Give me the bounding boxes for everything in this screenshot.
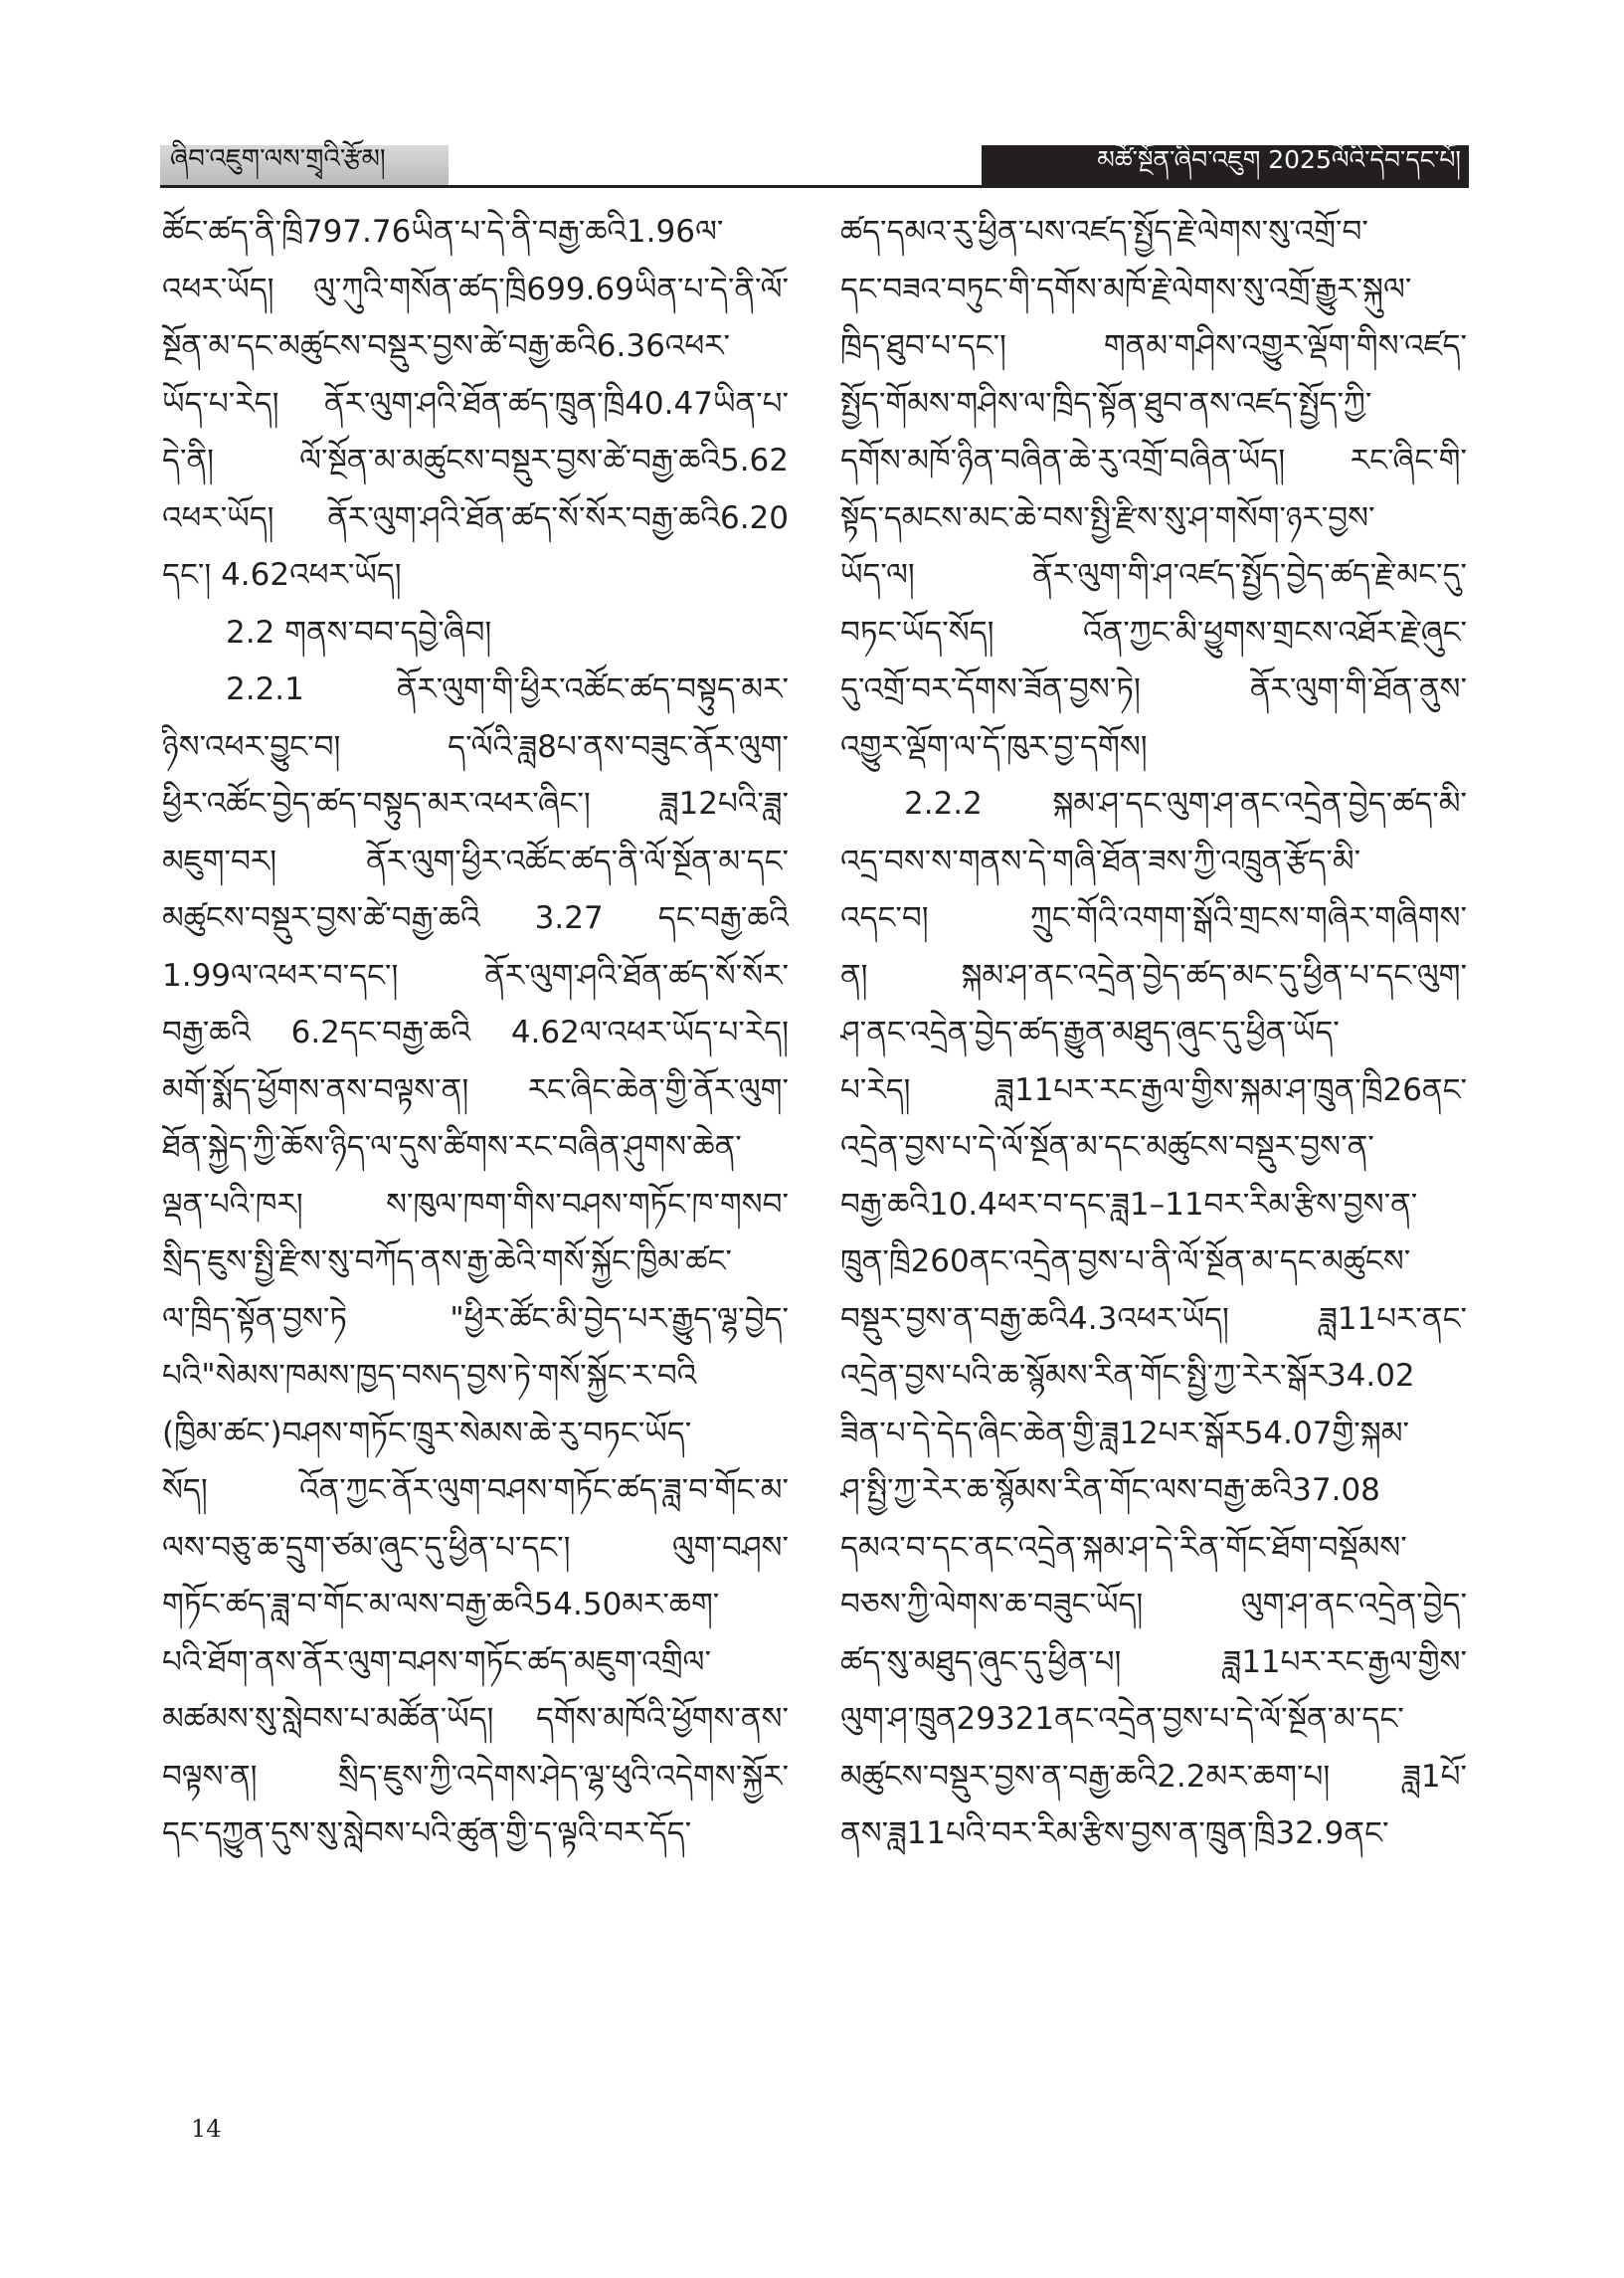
text-line: ཐོན་སྐྱེད་ཀྱི་ཆོས་ཉིད་ལ་དུས་ཚིགས་རང་བཞིན་ཤུགས་ཆེན་: [162, 1129, 742, 1165]
text-line: མཚུངས་བསྡུར་བྱས་ཚེ་བརྒྱ་ཆའི 3.27 དང་བརྒྱ་ཆའི: [162, 900, 789, 936]
text-line: ལ་ཁྲིད་སྟོན་བྱས་ཏེ "ཕྱིར་ཚོང་མི་བྱེད་པར་རྒྱུད་ལྷ་བྱེད་: [162, 1300, 789, 1337]
text-line: དེ་ནི། ལོ་སྔོན་མ་མཚུངས་བསྡུར་བྱས་ཚེ་བརྒྱ་ཆའི5.62: [162, 443, 789, 478]
text-line: ཉིས་འཕར་བྱུང་བ། ད་ལོའི་ཟླ8པ་ནས་བཟུང་ནོར་ལུག་: [162, 728, 789, 765]
text-line: གཏོང་ཚད་ཟླ་བ་གོང་མ་ལས་བརྒྱ་ཆའི54.50མར་ཆག་: [162, 1587, 720, 1622]
text-line: བཏང་ཡོད་སོད། འོན་ཀྱང་མི་ཕྱུགས་གྲངས་འཐོར་རྗེ་ཞུང་: [840, 614, 1467, 651]
text-line: སྟོད་དམངས་མང་ཆེ་བས་སྤྱི་རྫིས་སུ་ཤ་གསོག་ཉར་བྱས་: [840, 499, 1375, 536]
text-line: ལྡན་པའི་ཁར། ས་ཁུལ་ཁག་གིས་བཤས་གཏོང་ཁ་གསབ་: [162, 1186, 789, 1223]
text-line: ཡོད་པ་རེད། ནོར་ལུག་ཤའི་ཐོན་ཚད་ཁྲུན་ཁྲི40.47ཡིན་པ་: [162, 385, 789, 422]
text-line: ལུག་ཤ་ཁྲུན29321ནང་འདྲེན་བྱས་པ་དེ་ལོ་སྔོན་མ་དང་: [840, 1701, 1404, 1737]
text-line: འདྲེན་བྱས་པ་དེ་ལོ་སྔོན་མ་དང་མཚུངས་བསྡུར་བྱས་ན་: [840, 1129, 1374, 1165]
text-line: མཚུངས་བསྡུར་བྱས་ན་བརྒྱ་ཆའི2.2མར་ཆག་པ། ཟླ1པོ་: [840, 1758, 1467, 1795]
text-line: བལྟས་ན། སྲིད་ཇུས་ཀྱི་འདེགས་ཤེད་ལྷ་ཕུའི་འདེགས་སྐྱོར་: [162, 1758, 789, 1795]
text-line: སོད། འོན་ཀྱང་ནོར་ལུག་བཤས་གཏོང་ཚད་ཟླ་བ་གོང་མ་: [162, 1472, 789, 1508]
text-line: མགོ་སྨོད་ཕྱོགས་ནས་བལྟས་ན། རང་ཞིང་ཆེན་གྱི་ནོར་ལུག་: [162, 1071, 789, 1108]
text-line: པ་རེད། ཟླ11པར་རང་རྒྱལ་གྱིས་སྐམ་ཤ་ཁྲུན་ཁྲི26ནང་: [840, 1071, 1467, 1108]
text-line: དུ་འགྲོ་བར་དོགས་ཟོན་བྱས་ཏེ། ནོར་ལུག་གི་ཐོན་ནུས་: [840, 671, 1467, 707]
journal-issue-title: མཚོ་སྔོན་ཞིབ་འཇུག 2025ལོའི་དེབ་དང་པོ།: [982, 145, 1469, 187]
text-line: བརྒྱ་ཆའི10.4ཕར་བ་དང་ཟླ1–11བར་རིམ་རྩིས་བྱས་ན་: [840, 1186, 1418, 1223]
text-line: འདྲ་བས་ས་གནས་དེ་གཞི་ཐོན་ཟས་ཀྱི་འཁྲུན་རྩོད་མི་: [840, 843, 1361, 879]
page-number: 14: [191, 2115, 222, 2143]
text-line: ཁྲུན་ཁྲི260ནང་འདྲེན་བྱས་པ་ནི་ལོ་སྔོན་མ་དང་མཚུངས་: [840, 1243, 1411, 1279]
text-line: པའི་ཐོག་ནས་ནོར་ལུག་བཤས་གཏོང་ཚད་མཇུག་འགྲིལ་: [162, 1643, 711, 1680]
text-line: ཚད་དམའ་རུ་ཕྱིན་པས་འཛད་སྤྱོད་རྗེ་ལེགས་སུ་འགྲོ་བ་: [840, 214, 1368, 250]
text-line: 1.99ལ་འཕར་བ་དང་། ནོར་ལུག་ཤའི་ཐོན་ཚད་སོ་སོར་: [162, 957, 789, 994]
text-line: ཤ་ནང་འདྲེན་བྱེད་ཚད་རྒྱུན་མཐུད་ཞུང་དུ་ཕྱིན་ཡོད་: [840, 1015, 1340, 1050]
text-line: ཚད་སུ་མཐུད་ཞུང་དུ་ཕྱིན་པ། ཟླ11པར་རང་རྒྱལ་གྱིས་: [840, 1643, 1467, 1680]
text-line: བཅས་ཀྱི་ལེགས་ཆ་བཟུང་ཡོད། ལུག་ཤ་ནང་འདྲེན་བྱེད་: [840, 1587, 1467, 1622]
text-line: ནས་ཟླ11པའི་བར་རིམ་རྩིས་བྱས་ན་ཁྲུན་ཁྲི32.9ནང་: [840, 1815, 1389, 1851]
text-line: ན། སྐམ་ཤ་ནང་འདྲེན་བྱེད་ཚད་མང་དུ་ཕྱིན་པ་དང་ལུག་: [840, 957, 1467, 994]
text-line: འདྲེན་བྱས་པའི་ཆ་སྙོམས་རིན་གོང་སྤྱི་ཀྱ་རེར་སྒོར34.02: [840, 1358, 1415, 1394]
text-line: བརྒྱ་ཆའི 6.2དང་བརྒྱ་ཆའི 4.62ལ་འཕར་ཡོད་པ་རེད།: [162, 1015, 789, 1050]
text-line: དང་བཟའ་བཏུང་གི་དགོས་མཁོ་རྗེ་ལེགས་སུ་འགྲོ་རྒྱུར་སྐུལ་: [840, 271, 1412, 307]
text-line: སྲིད་ཇུས་སྤྱི་རྫིས་སུ་བཀོད་ནས་རྒྱ་ཆེའི་གསོ་སྐྱོང་ཁྱིམ་ཚང་: [162, 1243, 732, 1279]
text-line: (ཁྱིམ་ཚང་)བཤས་གཏོང་ཁྲུར་སེམས་ཆེ་རུ་བཏང་ཡོད་: [162, 1415, 692, 1451]
header-rule: [160, 185, 1469, 188]
text-line: ཕྱིར་འཚོང་བྱེད་ཚད་བསྟུད་མར་འཕར་ཞིང་། ཟླ12པའི་ཟླ་: [162, 786, 789, 822]
text-line: སྔོན་མ་དང་མཚུངས་བསྡུར་བྱས་ཚེ་བརྒྱ་ཆའི6.36འཕར་: [162, 328, 731, 364]
text-line: 2.2.1 ནོར་ལུག་གི་ཕྱིར་འཚོང་ཚད་བསྟུད་མར་: [226, 671, 789, 707]
text-line: འདང་བ། ཀྲུང་གོའི་འགག་སྒོའི་གྲངས་གཞིར་གཞིགས་: [840, 900, 1467, 936]
text-line: ཟིན་པ་དེ་དེད་ཞིང་ཆེན་གྱི་ཟླ12པར་སྒོར54.07གྱི་སྐམ་: [840, 1415, 1409, 1451]
text-line: འཕར་ཡོད། ལུ་ཀུའི་གསོན་ཚད་ཁྲི699.69ཡིན་པ་དེ་ནི་ལོ་: [162, 271, 789, 307]
text-line: ཡོད་ལ། ནོར་ལུག་གི་ཤ་འཛད་སྤྱོད་བྱེད་ཚད་རྗེ་མང་དུ་: [840, 557, 1467, 593]
text-line: མཇུག་བར། ནོར་ལུག་ཕྱིར་འཚོང་ཚད་ནི་ལོ་སྔོན་མ་དང་: [162, 843, 789, 879]
text-line: སྤྱོད་གོམས་གཤིས་ལ་ཁྲིད་སྟོན་ཐུབ་ནས་འཛད་སྤྱོད་ཀྱི་: [840, 385, 1372, 422]
text-line: མཚམས་སུ་སླེབས་པ་མཚོན་ཡོད། དགོས་མཁོའི་ཕྱོགས་ནས་: [162, 1701, 789, 1737]
running-header: [160, 145, 1469, 187]
text-line: པའི"སེམས་ཁམས་ཁྱད་བསད་བྱས་ཏེ་གསོ་སྐྱོང་ར་བའི: [162, 1358, 697, 1394]
text-line: ཤ་སྤྱི་ཀྱ་རེར་ཆ་སྙོམས་རིན་གོང་ལས་བརྒྱ་ཆའི37.08: [840, 1472, 1380, 1508]
section-title: ཞིབ་འཇུག་ལས་གྲྭའི་རྩོམ།: [160, 145, 449, 187]
text-line: ཁྲིད་ཐུབ་པ་དང་། གནམ་གཤིས་འགྱུར་ལྡོག་གིས་འཛད་: [840, 328, 1467, 364]
text-line: དགོས་མཁོ་ཉིན་བཞིན་ཆེ་རུ་འགྲོ་བཞིན་ཡོད། རང་ཞིང་གི་: [840, 443, 1467, 478]
text-line: 2.2.2 སྐམ་ཤ་དང་ལུག་ཤ་ནང་འདྲེན་བྱེད་ཚད་མི་: [904, 786, 1467, 822]
text-line: དང་། 4.62འཕར་ཡོད།: [162, 557, 402, 593]
text-line: བསྡུར་བྱས་ན་བརྒྱ་ཆའི4.3འཕར་ཡོད། ཟླ11པར་ནང་: [840, 1300, 1467, 1337]
text-line: 2.2 གནས་བབ་དབྱེ་ཞིབ།: [226, 614, 492, 651]
text-line: འཕར་ཡོད། ནོར་ལུག་ཤའི་ཐོན་ཚད་སོ་སོར་བརྒྱ་ཆའི6.20: [162, 499, 789, 536]
right-text-column: [840, 204, 1467, 1863]
left-text-column: [162, 204, 789, 1863]
text-line: ཚོང་ཚད་ནི་ཁྲི797.76ཡིན་པ་དེ་ནི་བརྒྱ་ཆའི1.96ལ་: [162, 214, 724, 250]
text-line: དང་དཀྱུན་དུས་སུ་སླེབས་པའི་ཚུན་གྱི་ད་ལྟའི་བར་དོད་: [162, 1815, 692, 1851]
text-line: དམའ་བ་དང་ནང་འདྲེན་སྐམ་ཤ་དེ་རིན་གོང་ཐོག་བསྡོམས་: [840, 1529, 1407, 1566]
text-line: འགྱུར་ལྡོག་ལ་དོ་ཁུར་བྱ་དགོས།: [840, 728, 1148, 765]
text-line: ལས་བཅུ་ཆ་དྲུག་ཙམ་ཞུང་དུ་ཕྱིན་པ་དང་། ལུག་བཤས་: [162, 1529, 789, 1566]
